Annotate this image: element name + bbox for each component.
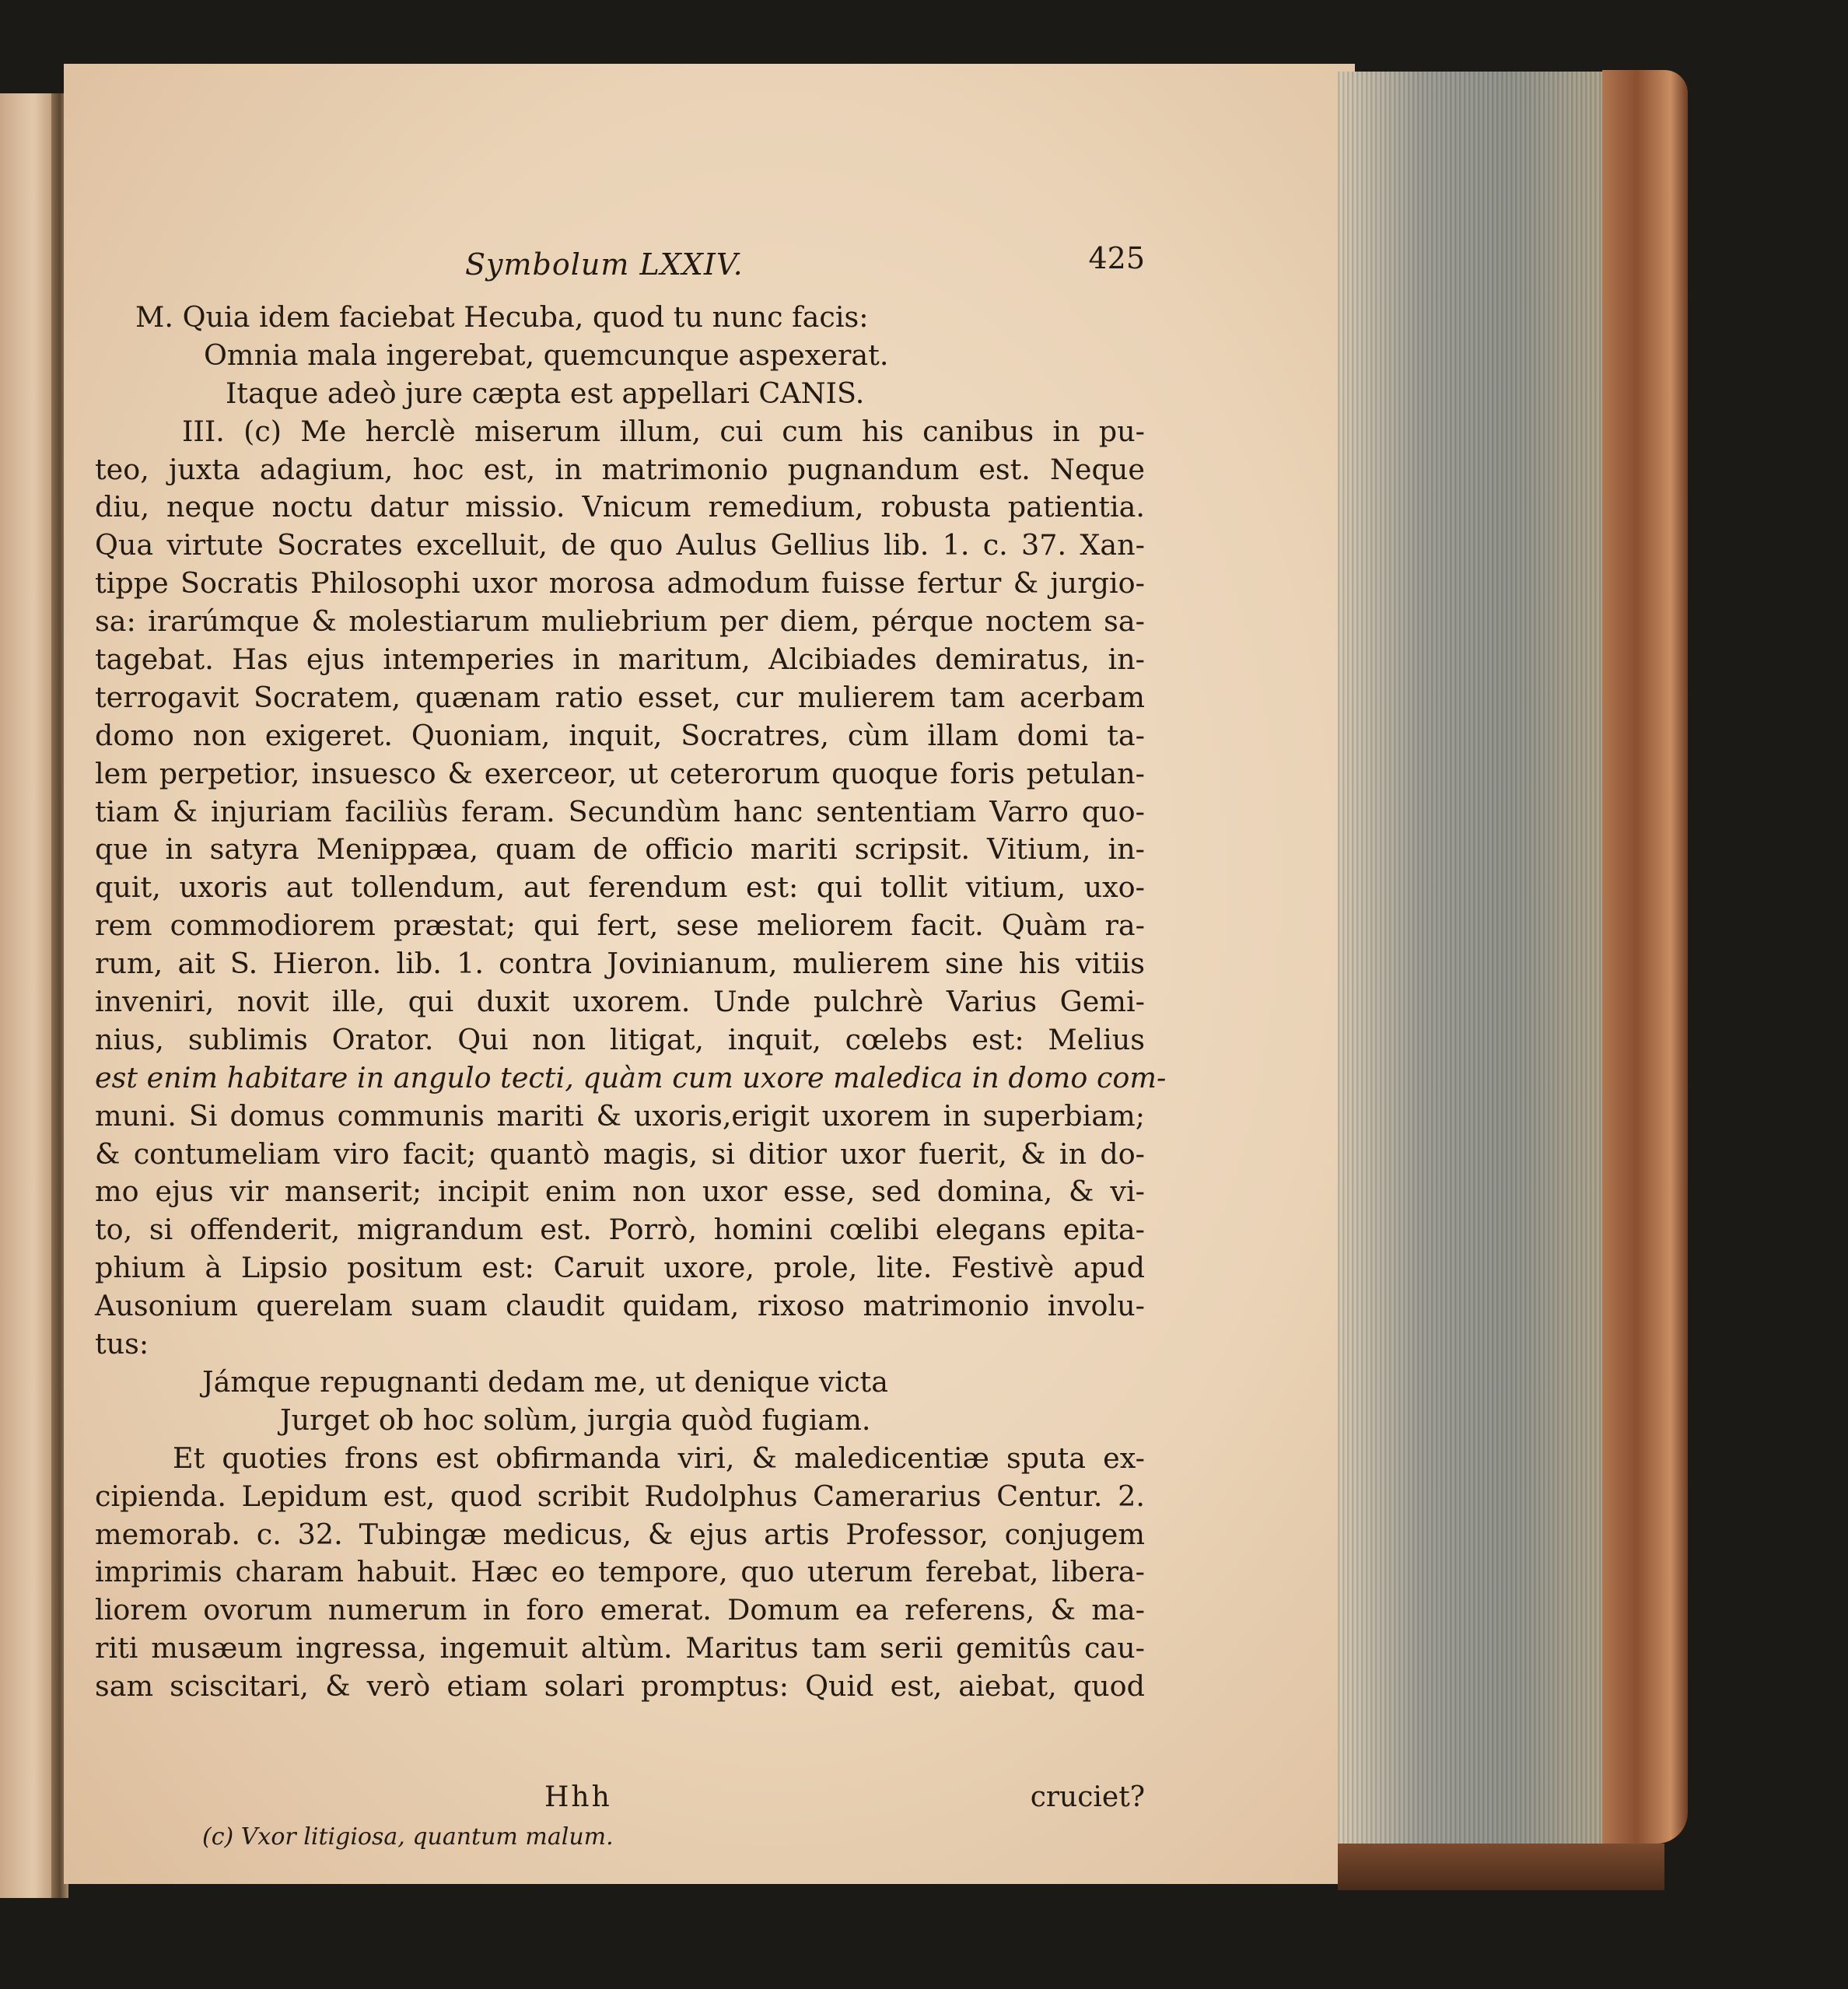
footnote: (c) Vxor litigiosa, quantum malum. bbox=[202, 1823, 614, 1851]
running-head bbox=[95, 241, 1145, 291]
text-line: rem commodiorem præstat; qui fert, sese meliorem facit. Quàm ra- bbox=[95, 909, 1145, 943]
text-line: est enim habitare in angulo tecti, quàm cum uxore maledica in domo com- bbox=[95, 1060, 1167, 1094]
text-line: teo, juxta adagium, hoc est, in matrimonio pugnandum est. Neque bbox=[95, 452, 1145, 486]
text-line: que in satyra Menippæa, quam de officio mariti scripsit. Vitium, in- bbox=[95, 832, 1145, 867]
verse-line: Jurget ob hoc solùm, jurgia quòd fugiam. bbox=[280, 1402, 871, 1437]
verse-line: Omnia mala ingerebat, quemcunque aspexerat. bbox=[204, 338, 889, 372]
text-line: tagebat. Has ejus intemperies in maritum, Alcibiades demiratus, in- bbox=[95, 643, 1145, 677]
verse-line: Jámque repugnanti dedam me, ut denique victa bbox=[202, 1364, 888, 1399]
page-footer bbox=[95, 1781, 1145, 1900]
text-line: quit, uxoris aut tollendum, aut ferendum est: qui tollit vitium, uxo- bbox=[95, 870, 1145, 905]
signature-mark: Hhh bbox=[544, 1781, 612, 1813]
verse-line: Itaque adeò jure cæpta est appellari CANIS. bbox=[226, 376, 865, 410]
text-line: memorab. c. 32. Tubingæ medicus, & ejus artis Professor, conjugem bbox=[95, 1517, 1145, 1551]
text-line: sa: irarúmque & molestiarum muliebrium per diem, pérque noctem sa- bbox=[95, 604, 1145, 639]
page-number: 425 bbox=[1088, 241, 1145, 275]
text-line: M. Quia idem faciebat Hecuba, quod tu nunc facis: bbox=[135, 300, 869, 334]
leather-cover-edge bbox=[1602, 70, 1688, 1844]
text-line: diu, neque noctu datur missio. Vnicum remedium, robusta patientia. bbox=[95, 490, 1145, 524]
text-line: tiam & injuriam faciliùs feram. Secundùm hanc sententiam Varro quo- bbox=[95, 794, 1145, 828]
text-line: cipienda. Lepidum est, quod scribit Rudolphus Camerarius Centur. 2. bbox=[95, 1479, 1145, 1513]
text-line: phium à Lipsio positum est: Caruit uxore, prole, lite. Festivè apud bbox=[95, 1251, 1145, 1285]
text-line: liorem ovorum numerum in foro emerat. Domum ea referens, & ma- bbox=[95, 1593, 1145, 1627]
text-line: imprimis charam habuit. Hæc eo tempore, quo uterum ferebat, libera- bbox=[95, 1555, 1145, 1589]
text-line: rum, ait S. Hieron. lib. 1. contra Jovinianum, mulierem sine his vitiis bbox=[95, 947, 1145, 981]
text-line: Qua virtute Socrates excelluit, de quo Aulus Gellius lib. 1. c. 37. Xan- bbox=[95, 528, 1145, 562]
text-line: nius, sublimis Orator. Qui non litigat, inquit, cœlebs est: Melius bbox=[95, 1022, 1145, 1056]
catchword: cruciet? bbox=[1030, 1781, 1145, 1813]
text-line: III. (c) Me herclè miserum illum, cui cum his canibus in pu- bbox=[182, 414, 1145, 448]
page-block-edge bbox=[1338, 72, 1618, 1884]
text-line: muni. Si domus communis mariti & uxoris,erigit uxorem in superbiam; bbox=[95, 1098, 1145, 1133]
text-line: Et quoties frons est obfirmanda viri, & maledicentiæ sputa ex- bbox=[173, 1441, 1145, 1475]
previous-page-edge bbox=[0, 93, 56, 1898]
text-line: sam sciscitari, & verò etiam solari promptus: Quid est, aiebat, quod bbox=[95, 1669, 1145, 1704]
text-line: inveniri, novit ille, qui duxit uxorem. Unde pulchrè Varius Gemi- bbox=[95, 985, 1145, 1019]
text-line: & contumeliam viro facit; quantò magis, si ditior uxor fuerit, & in do- bbox=[95, 1136, 1145, 1171]
running-head-title: Symbolum LXXIV. bbox=[465, 247, 744, 282]
text-line: mo ejus vir manserit; incipit enim non uxor esse, sed domina, & vi- bbox=[95, 1175, 1145, 1209]
text-line: lem perpetior, insuesco & exerceor, ut ceterorum quoque foris petulan- bbox=[95, 756, 1145, 790]
text-line: Ausonium querelam suam claudit quidam, rixoso matrimonio involu- bbox=[95, 1289, 1145, 1323]
text-line: tippe Socratis Philosophi uxor morosa admodum fuisse fertur & jurgio- bbox=[95, 566, 1145, 601]
page-body-text bbox=[95, 299, 1167, 1706]
text-line: to, si offenderit, migrandum est. Porrò, homini cœlibi elegans epita- bbox=[95, 1213, 1145, 1247]
text-line: terrogavit Socratem, quænam ratio esset, cur mulierem tam acerbam bbox=[95, 680, 1145, 714]
text-line: tus: bbox=[95, 1327, 149, 1361]
text-line: domo non exigeret. Quoniam, inquit, Socratres, cùm illam domi ta- bbox=[95, 718, 1145, 752]
cover-bottom-board bbox=[1338, 1844, 1664, 1890]
text-line: riti musæum ingressa, ingemuit altùm. Maritus tam serii gemitûs cau- bbox=[95, 1631, 1145, 1665]
